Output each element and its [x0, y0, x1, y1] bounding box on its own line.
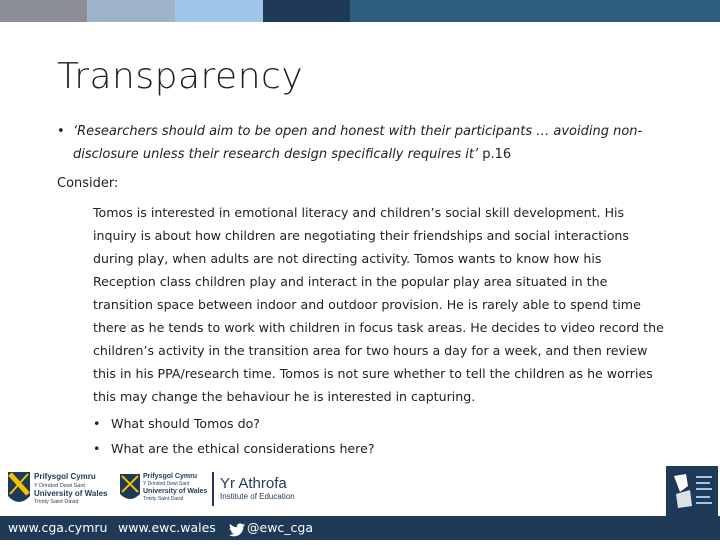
ewc-logo — [666, 466, 718, 516]
logo-text: Trinity Saint David — [34, 499, 79, 505]
top-bar-segment — [87, 0, 175, 22]
logo-text: Y Drindod Dewi Sant — [34, 483, 85, 489]
footer-link-ewc[interactable]: www.ewc.wales — [118, 520, 216, 535]
footer-link-cga[interactable]: www.cga.cymru — [8, 520, 108, 535]
logo-text: Prifysgol Cymru — [143, 473, 198, 480]
logo-text: University of Wales — [34, 489, 108, 498]
question-item — [93, 438, 375, 463]
top-bar-segment — [0, 0, 87, 22]
top-bar-segment — [350, 0, 720, 22]
footer-twitter-handle[interactable]: @ewc_cga — [247, 520, 314, 535]
quote-page-ref: p.16 — [478, 147, 512, 162]
top-bar-segment — [175, 0, 263, 22]
question-list — [93, 413, 375, 463]
logo-text: Trinity Saint David — [143, 496, 184, 502]
footer-bar — [0, 516, 720, 540]
partner-logos — [0, 466, 720, 516]
question-text: What should Tomos do? — [111, 416, 260, 431]
logo-text: Institute of Education — [220, 492, 295, 501]
yr-athrofa-logo — [212, 466, 312, 512]
logo-text: Prifysgol Cymru — [34, 472, 96, 481]
top-bar-segment — [263, 0, 350, 22]
question-item — [93, 413, 375, 438]
bullet-dot: • — [93, 416, 101, 431]
scenario-paragraph: Tomos is interested in emotional literacy and children’s social skill development. His inquiry is about how children are negotiating their friendships and social interactions during play, when adults are not directing activity. Tomos wants to know how his Reception class children play and interact in the popular play area situated in the transition space between indoor and outdoor provision. He is rarely able to spend time there as he tends to work with children in focus task areas. He decides to video record the children’s activity in the transition area for two hours a day for a week, and then review this in his PPA/research time. Tomos is not sure whether to tell the children as he worries this may change the behaviour he is interested in capturing. — [93, 205, 664, 404]
bullet-dot: • — [57, 124, 65, 139]
twitter-icon — [229, 521, 245, 545]
slide-title: Transparency — [57, 56, 304, 97]
uwtsd-logo — [118, 466, 210, 512]
logo-text: University of Wales — [143, 488, 208, 495]
consider-label: Consider: — [57, 176, 119, 191]
logo-text: Yr Athrofa — [220, 475, 287, 492]
uwtsd-logo — [6, 466, 110, 512]
quote-text: ‘Researchers should aim to be open and honest with their participants … avoiding non-disclosure unless their research design specifically requires it’ — [73, 124, 643, 162]
quote-bullet — [57, 120, 657, 166]
bullet-dot: • — [93, 441, 101, 456]
question-text: What are the ethical considerations here? — [111, 441, 375, 456]
top-color-bar — [0, 0, 720, 22]
logo-text: Y Drindod Dewi Sant — [143, 481, 190, 487]
